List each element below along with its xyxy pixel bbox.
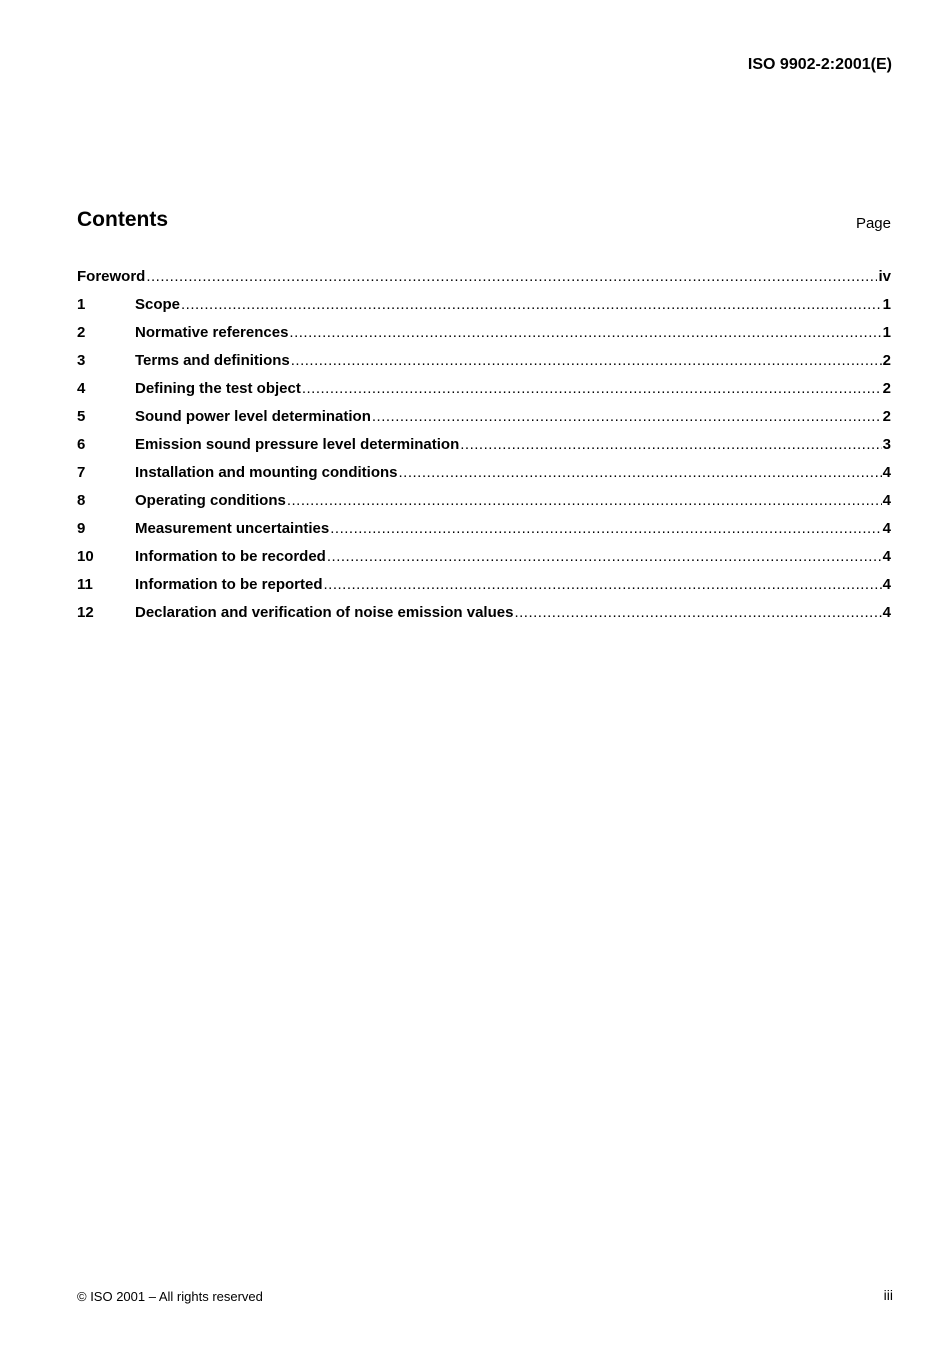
toc-entry-page: 3 bbox=[882, 436, 891, 453]
page-number: iii bbox=[883, 1287, 893, 1303]
toc-entry-page: 4 bbox=[882, 576, 891, 593]
toc-entry-page: iv bbox=[878, 268, 891, 285]
toc-entry-title: Measurement uncertainties bbox=[135, 520, 330, 537]
toc-entry-title: Terms and definitions bbox=[135, 352, 290, 369]
toc-entry-number: 7 bbox=[77, 464, 86, 481]
toc-entry-declaration-verification[interactable] bbox=[77, 604, 891, 632]
toc-entry-page: 2 bbox=[882, 352, 891, 369]
toc-entry-terms-and-definitions[interactable] bbox=[77, 352, 891, 380]
toc-entry-title: Emission sound pressure level determination bbox=[135, 436, 460, 453]
contents-title: Contents bbox=[77, 208, 168, 231]
toc-entry-number: 4 bbox=[77, 380, 86, 397]
toc-entry-sound-power-level[interactable] bbox=[77, 408, 891, 436]
dot-leader bbox=[460, 436, 881, 453]
dot-leader bbox=[514, 604, 881, 621]
dot-leader bbox=[287, 492, 882, 509]
toc-entry-title: Operating conditions bbox=[135, 492, 286, 509]
toc-entry-title: Installation and mounting conditions bbox=[135, 464, 398, 481]
dot-leader bbox=[372, 408, 882, 425]
toc-entry-number: 3 bbox=[77, 352, 86, 369]
dot-leader bbox=[327, 548, 882, 565]
toc-entry-page: 4 bbox=[882, 520, 891, 537]
toc-entry-number: 1 bbox=[77, 296, 86, 313]
toc-entry-page: 2 bbox=[882, 380, 891, 397]
toc-entry-number: 5 bbox=[77, 408, 86, 425]
toc-entry-page: 1 bbox=[882, 324, 891, 341]
dot-leader bbox=[146, 268, 877, 285]
toc-entry-measurement-uncertainties[interactable] bbox=[77, 520, 891, 548]
dot-leader bbox=[302, 380, 882, 397]
toc-entry-operating-conditions[interactable] bbox=[77, 492, 891, 520]
toc-entry-title: Scope bbox=[135, 296, 181, 313]
toc-entry-number: 11 bbox=[77, 576, 93, 593]
toc-entry-defining-test-object[interactable] bbox=[77, 380, 891, 408]
toc-entry-information-recorded[interactable] bbox=[77, 548, 891, 576]
toc-entry-installation-mounting[interactable] bbox=[77, 464, 891, 492]
dot-leader bbox=[291, 352, 882, 369]
toc-entry-number: 8 bbox=[77, 492, 86, 509]
copyright-notice: © ISO 2001 – All rights reserved bbox=[77, 1289, 263, 1304]
toc-entry-page: 4 bbox=[882, 492, 891, 509]
table-of-contents bbox=[77, 268, 891, 632]
contents-header bbox=[77, 208, 891, 238]
toc-entry-information-reported[interactable] bbox=[77, 576, 891, 604]
dot-leader bbox=[324, 576, 882, 593]
toc-entry-page: 4 bbox=[882, 464, 891, 481]
dot-leader bbox=[289, 324, 881, 341]
toc-entry-number: 10 bbox=[77, 548, 94, 565]
toc-entry-page: 1 bbox=[882, 296, 891, 313]
toc-entry-title: Sound power level determination bbox=[135, 408, 371, 425]
toc-entry-foreword[interactable] bbox=[77, 268, 891, 296]
toc-entry-normative-references[interactable] bbox=[77, 324, 891, 352]
toc-entry-title: Information to be recorded bbox=[135, 548, 326, 565]
document-identifier: ISO 9902-2:2001(E) bbox=[747, 56, 892, 73]
toc-entry-number: 6 bbox=[77, 436, 86, 453]
dot-leader bbox=[399, 464, 882, 481]
toc-entry-title: Information to be reported bbox=[135, 576, 323, 593]
toc-entry-scope[interactable] bbox=[77, 296, 891, 324]
dot-leader bbox=[181, 296, 882, 313]
toc-entry-number: 12 bbox=[77, 604, 94, 621]
toc-entry-title: Defining the test object bbox=[135, 380, 301, 397]
toc-entry-number: 9 bbox=[77, 520, 86, 537]
toc-entry-page: 4 bbox=[882, 548, 891, 565]
toc-entry-title: Foreword bbox=[77, 268, 146, 285]
toc-entry-title: Normative references bbox=[135, 324, 289, 341]
page-column-label: Page bbox=[855, 215, 891, 232]
toc-entry-emission-sound-pressure[interactable] bbox=[77, 436, 891, 464]
toc-entry-page: 2 bbox=[882, 408, 891, 425]
toc-entry-number: 2 bbox=[77, 324, 86, 341]
toc-entry-page: 4 bbox=[882, 604, 891, 621]
dot-leader bbox=[330, 520, 881, 537]
toc-entry-title: Declaration and verification of noise emission values bbox=[135, 604, 514, 621]
